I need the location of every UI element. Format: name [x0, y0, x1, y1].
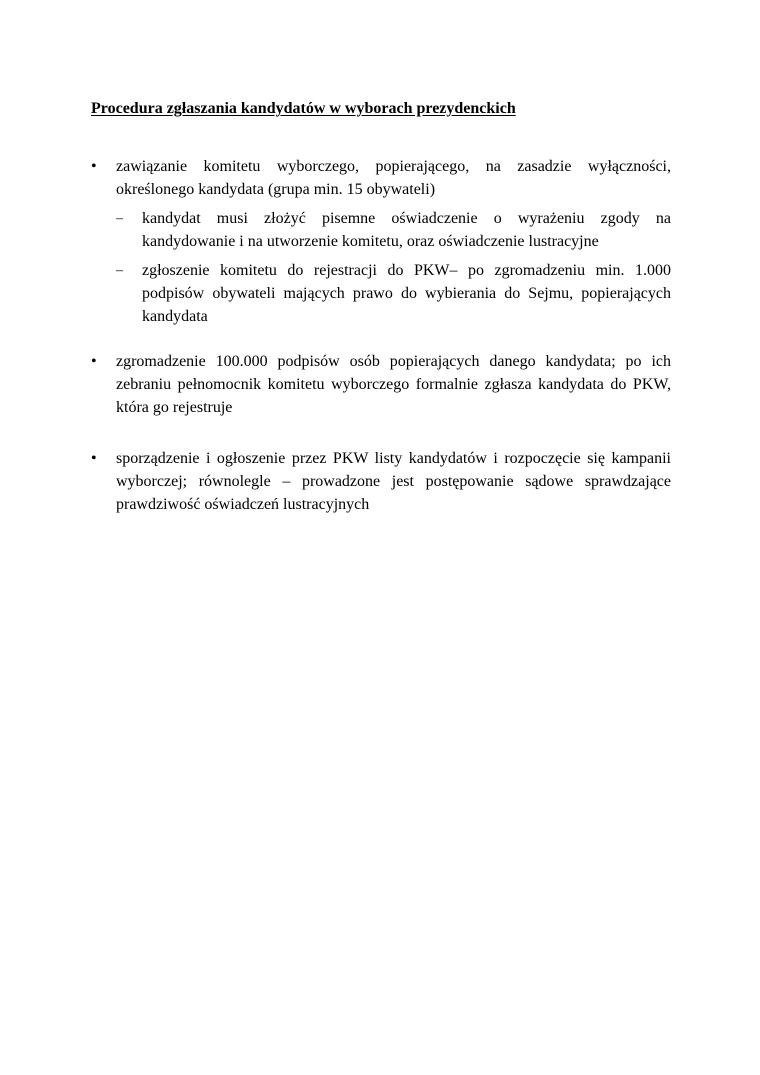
document-title: Procedura zgłaszania kandydatów w wyborach prezydenckich	[91, 100, 516, 117]
list-item-text: zawiązanie komitetu wyborczego, popierającego, na zasadzie wyłączności, określonego kandydata (grupa min. 15 obywateli)	[116, 158, 671, 198]
sub-list-item-text: kandydat musi złożyć pisemne oświadczenie o wyrażeniu zgody na kandydowanie i na utworzenie komitetu, oraz oświadczenie lustracyjne	[142, 210, 671, 250]
sub-list-item-text: zgłoszenie komitetu do rejestracji do PKW– po zgromadzeniu min. 1.000 podpisów obywateli mających prawo do wybierania do Sejmu, popierających kandydata	[142, 262, 671, 325]
list-item	[91, 155, 671, 328]
list-item	[91, 350, 671, 419]
dash-icon: –	[116, 263, 123, 278]
list-item-text: sporządzenie i ogłoszenie przez PKW listy kandydatów i rozpoczęcie się kampanii wyborczej; równolegle – prowadzone jest postępowanie sądowe sprawdzające prawdziwość oświadczeń lustracyjnych	[116, 450, 671, 513]
list-item-text: zgromadzenie 100.000 podpisów osób popierających danego kandydata; po ich zebraniu pełnomocnik komitetu wyborczego formalnie zgłasza kandydata do PKW, która go rejestruje	[116, 353, 671, 416]
sub-list-item	[116, 259, 671, 328]
bullet-icon: •	[91, 450, 97, 467]
bullet-icon: •	[91, 158, 97, 175]
dash-icon: –	[116, 211, 123, 226]
sub-list-item	[116, 207, 671, 253]
list-item	[91, 447, 671, 516]
bullet-icon: •	[91, 353, 97, 370]
